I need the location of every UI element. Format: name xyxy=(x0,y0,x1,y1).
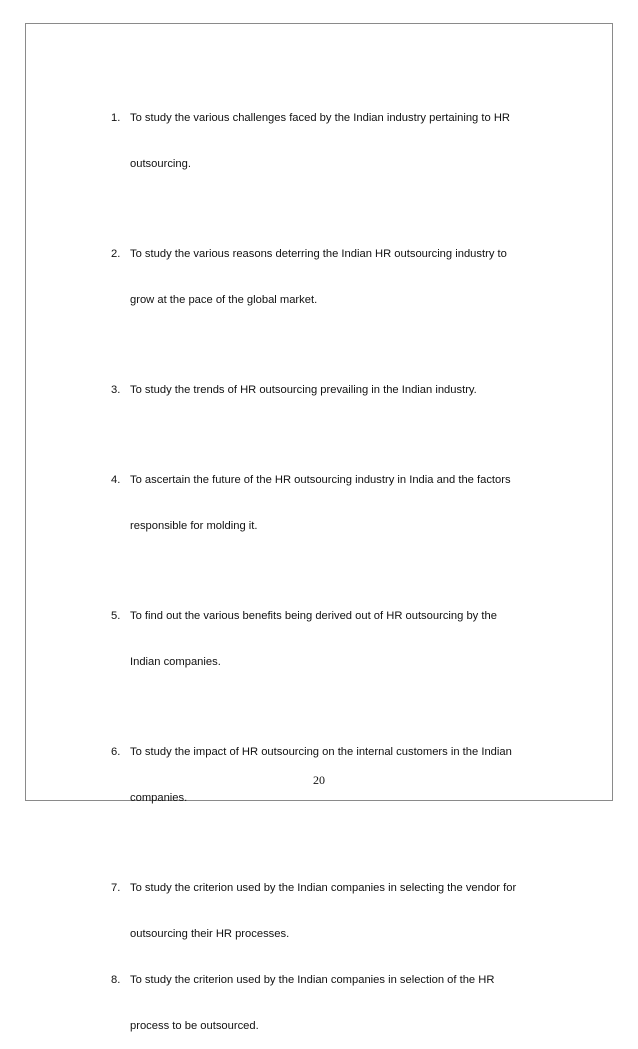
item-text-line: To study the criterion used by the Indian companies in selecting the vendor for xyxy=(130,882,517,894)
item-number: 6. xyxy=(111,746,121,758)
list-item-2 xyxy=(111,231,541,323)
list-item-5 xyxy=(111,593,541,685)
item-number: 7. xyxy=(111,882,121,894)
item-text-line: To study the trends of HR outsourcing prevailing in the Indian industry. xyxy=(130,384,477,396)
item-text-line: outsourcing their HR processes. xyxy=(130,928,290,940)
item-text-line: To find out the various benefits being derived out of HR outsourcing by the xyxy=(130,610,497,622)
item-number: 8. xyxy=(111,974,121,986)
list-item-7 xyxy=(111,865,541,957)
item-text-line: To study the various reasons deterring the Indian HR outsourcing industry to xyxy=(130,248,507,260)
item-text-line: To study the various challenges faced by the Indian industry pertaining to HR xyxy=(130,112,510,124)
item-text-line: companies. xyxy=(130,792,188,804)
page-number: 20 xyxy=(313,773,325,787)
item-number: 2. xyxy=(111,248,121,260)
list-item-3 xyxy=(111,367,541,413)
item-number: 1. xyxy=(111,112,121,124)
item-text-line: To study the impact of HR outsourcing on the internal customers in the Indian xyxy=(130,746,512,758)
item-text-line: Indian companies. xyxy=(130,656,221,668)
item-text-line: To ascertain the future of the HR outsourcing industry in India and the factors xyxy=(130,474,511,486)
item-text-line: To study the criterion used by the Indian companies in selection of the HR xyxy=(130,974,495,986)
item-text-line: outsourcing. xyxy=(130,158,191,170)
item-text-line: grow at the pace of the global market. xyxy=(130,294,318,306)
item-text-line: process to be outsourced. xyxy=(130,1020,259,1032)
item-number: 3. xyxy=(111,384,121,396)
item-number: 5. xyxy=(111,610,121,622)
list-item-8 xyxy=(111,957,541,1049)
objectives-list xyxy=(111,95,541,1049)
item-text-line: responsible for molding it. xyxy=(130,520,258,532)
list-item-4 xyxy=(111,457,541,549)
item-number: 4. xyxy=(111,474,121,486)
list-item-1 xyxy=(111,95,541,187)
